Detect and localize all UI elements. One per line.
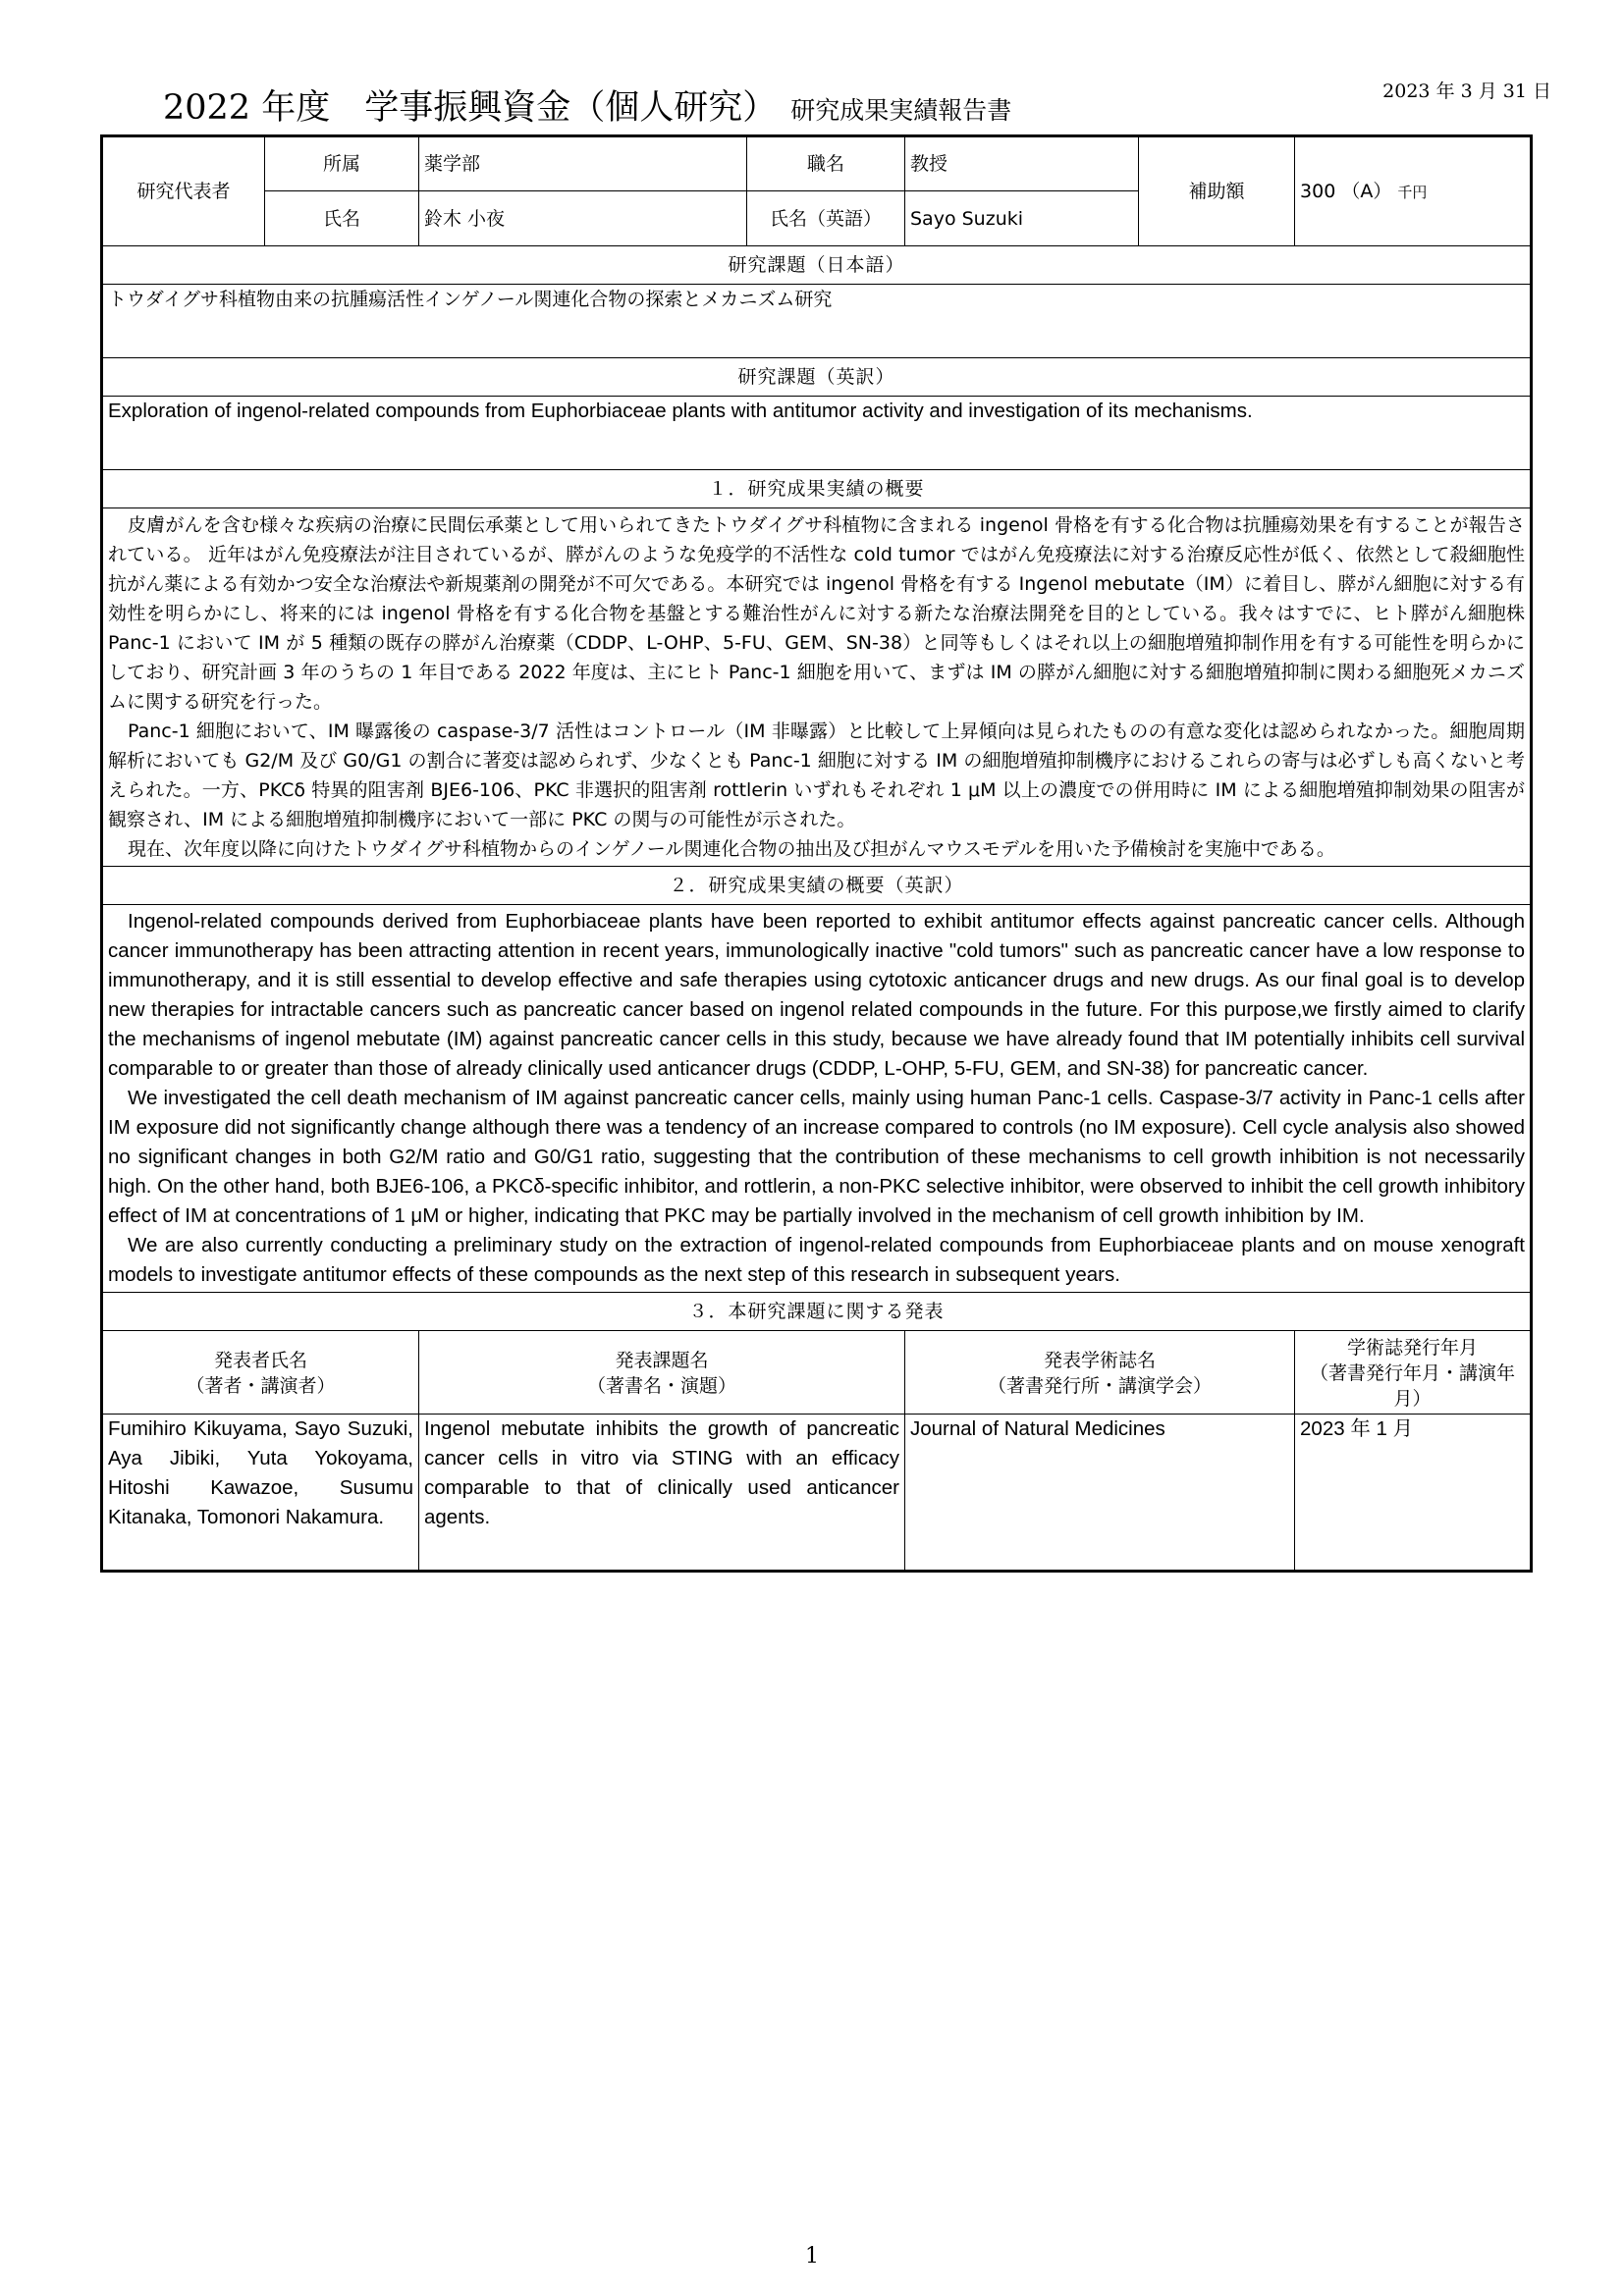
topic-en-heading: 研究課題（英訳） bbox=[102, 358, 1532, 397]
name-en-label: 氏名（英語） bbox=[747, 191, 905, 246]
summary-ja-paragraph-2: Panc-1 細胞において、IM 曝露後の caspase-3/7 活性はコントロール（IM 非曝露）と比較して上昇傾向は見られたものの有意な変化は認められなかった。細胞周期解析においても G2/M 及び G0/G1 の割合に著変は認められず、少なくとも Panc-1 細胞に対する IM の細胞増殖抑制機序におけるこれらの寄与は必ずしも高くないと考えられた。一方、PKCδ 特異的阻害剤 BJE6-106、PKC 非選択的阻害剤 rottlerin いずれもそれぞれ 1 μM 以上の濃度での併用時に IM による細胞増殖抑制効果の阻害が観察され、IM による細胞増殖抑制機序において一部に PKC の関与の可能性が示された。 bbox=[108, 721, 1526, 830]
publication-date: 2023 年 1 月 bbox=[1295, 1415, 1532, 1572]
name-en-value: Sayo Suzuki bbox=[905, 191, 1139, 246]
representative-label: 研究代表者 bbox=[102, 136, 265, 246]
affiliation-value: 薬学部 bbox=[419, 136, 747, 191]
title-main: 2022 年度 学事振興資金（個人研究） bbox=[163, 88, 778, 128]
topic-en-text: Exploration of ingenol-related compounds from Euphorbiaceae plants with antitumor activity and investigation of its mechanisms. bbox=[102, 397, 1532, 470]
report-table bbox=[100, 134, 1533, 1573]
topic-ja-heading: 研究課題（日本語） bbox=[102, 246, 1532, 285]
grant-label: 補助額 bbox=[1139, 136, 1295, 246]
publications-header-row bbox=[102, 1331, 1532, 1415]
col-header-date: 学術誌発行年月 （著書発行年月・講演年月） bbox=[1295, 1331, 1532, 1415]
position-value: 教授 bbox=[905, 136, 1139, 191]
summary-ja-paragraph-3: 現在、次年度以降に向けたトウダイグサ科植物からのインゲノール関連化合物の抽出及び担がんマウスモデルを用いた予備検討を実施中である。 bbox=[128, 838, 1335, 860]
report-title bbox=[163, 80, 1011, 130]
summary-en-body bbox=[102, 905, 1532, 1293]
affiliation-label: 所属 bbox=[265, 136, 419, 191]
summary-ja-body bbox=[102, 508, 1532, 867]
publication-title: Ingenol mebutate inhibits the growth of pancreatic cancer cells in vitro via STING with an efficacy comparable to that of clinically used anticancer agents. bbox=[419, 1415, 905, 1572]
topic-ja-text: トウダイグサ科植物由来の抗腫瘍活性インゲノール関連化合物の探索とメカニズム研究 bbox=[102, 285, 1532, 358]
summary-en-paragraph-2: We investigated the cell death mechanism of IM against pancreatic cancer cells, mainly using human Panc-1 cells. Caspase-3/7 activity in Panc-1 cells after IM exposure did not significantly change although there was a tendency of an increase compared to controls (no IM exposure). Cell cycle analysis also showed no significant changes in both G2/M ratio and G0/G1 ratio, suggesting that the contribution of these mechanisms to cell growth inhibition is not necessarily high. On the other hand, both BJE6-106, a PKCδ-specific inhibitor, and rottlerin, a non-PKC selective inhibitor, were observed to inhibit the cell growth inhibitory effect of IM at concentrations of 1 μM or higher, indicating that PKC may be partially involved in the mechanism of cell growth inhibition by IM. bbox=[108, 1087, 1526, 1227]
title-sub: 研究成果実績報告書 bbox=[790, 96, 1012, 125]
col-header-authors: 発表者氏名 （著者・講演者） bbox=[102, 1331, 419, 1415]
page-number: 1 bbox=[805, 2244, 819, 2269]
grant-unit: 千円 bbox=[1397, 183, 1428, 201]
publication-authors: Fumihiro Kikuyama, Sayo Suzuki, Aya Jibiki, Yuta Yokoyama, Hitoshi Kawazoe, Susumu Kitanaka, Tomonori Nakamura. bbox=[102, 1415, 419, 1572]
grant-cell bbox=[1295, 136, 1532, 246]
summary-ja-heading: １．研究成果実績の概要 bbox=[102, 470, 1532, 508]
report-date: 2023 年 3 月 31 日 bbox=[1382, 80, 1551, 102]
col-header-title: 発表課題名 （著書名・演題） bbox=[419, 1331, 905, 1415]
publication-journal: Journal of Natural Medicines bbox=[905, 1415, 1295, 1572]
position-label: 職名 bbox=[747, 136, 905, 191]
col-header-journal: 発表学術誌名 （著書発行所・講演学会） bbox=[905, 1331, 1295, 1415]
summary-ja-paragraph-1: 皮膚がんを含む様々な疾病の治療に民間伝承薬として用いられてきたトウダイグサ科植物に含まれる ingenol 骨格を有する化合物は抗腫瘍効果を有することが報告されている。 近年はがん免疫療法が注目されているが、膵がんのような免疫学的不活性な cold tumor ではがん免疫療法に対する治療反応性が低く、依然として殺細胞性抗がん薬による有効かつ安全な治療法や新規薬剤の開発が不可欠である。本研究では ingenol 骨格を有する Ingenol mebutate（IM）に着目し、膵がん細胞に対する有効性を明らかにし、将来的には ingenol 骨格を有する化合物を基盤とする難治性がんに対する新たな治療法開発を目的としている。我々はすでに、ヒト膵がん細胞株 Panc-1 において IM が 5 種類の既存の膵がん治療薬（CDDP、L-OHP、5-FU、GEM、SN-38）と同等もしくはそれ以上の細胞増殖抑制作用を有する可能性を明らかにしており、研究計画 3 年のうちの 1 年目である 2022 年度は、主にヒト Panc-1 細胞を用いて、まずは IM の膵がん細胞に対する細胞増殖抑制に関わる細胞死メカニズムに関する研究を行った。 bbox=[108, 514, 1526, 713]
summary-en-heading: ２．研究成果実績の概要（英訳） bbox=[102, 867, 1532, 905]
summary-en-paragraph-1: Ingenol-related compounds derived from Euphorbiaceae plants have been reported to exhibit antitumor effects against pancreatic cancer cells. Although cancer immunotherapy has been attracting attention in recent years, immunologically inactive "cold tumors" such as pancreatic cancer have a low response to immunotherapy, and it is still essential to develop effective and safe therapies using cytotoxic anticancer drugs and new drugs. As our final goal is to develop new therapies for intractable cancers such as pancreatic cancer based on ingenol related compounds in the future. For this purpose,we firstly aimed to clarify the mechanisms of ingenol mebutate (IM) against pancreatic cancer cells in this study, because we have already found that IM potentially inhibits cell survival comparable to or greater than those of already clinically used anticancer drugs (CDDP, L-OHP, 5-FU, GEM, and SN-38) for pancreatic cancer. bbox=[108, 910, 1526, 1080]
table-row bbox=[102, 1415, 1532, 1572]
name-label: 氏名 bbox=[265, 191, 419, 246]
summary-en-paragraph-3: We are also currently conducting a preliminary study on the extraction of ingenol-related compounds from Euphorbiaceae plants and on mouse xenograft models to investigate antitumor effects of these compounds as the next step of this research in subsequent years. bbox=[108, 1234, 1526, 1286]
name-value: 鈴木 小夜 bbox=[419, 191, 747, 246]
publications-heading: ３．本研究課題に関する発表 bbox=[102, 1293, 1532, 1331]
grant-amount: 300 （A） bbox=[1300, 180, 1392, 202]
